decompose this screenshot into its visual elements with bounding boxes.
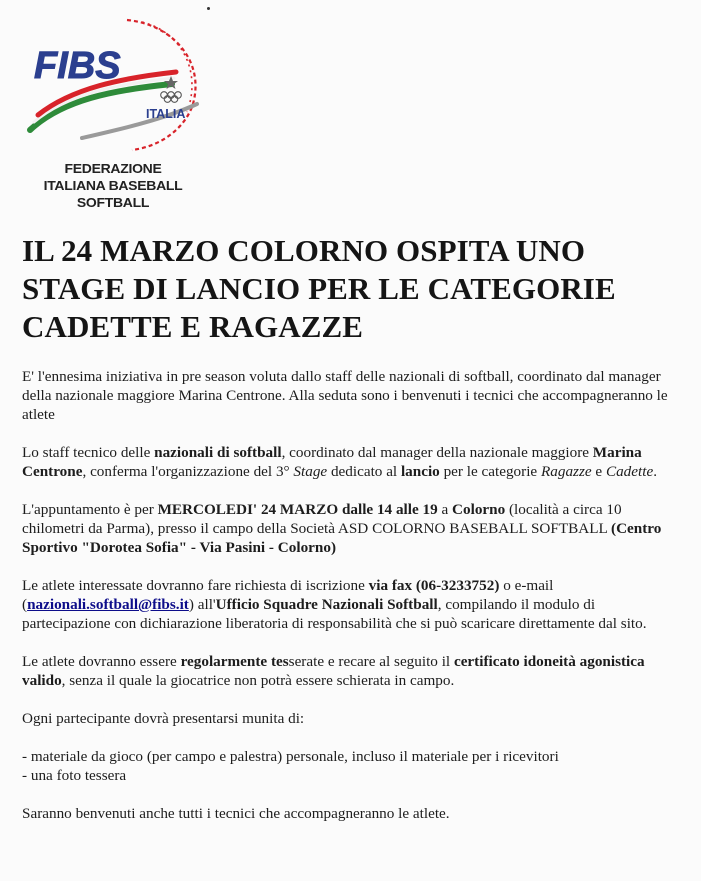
paragraph-staff: Lo staff tecnico delle nazionali di softball, coordinato dal manager della nazionale maggiore Marina Centrone, conferma l'organizzazione del 3° Stage dedicato al lancio per le categorie Ragazze e Cadette. [22,444,657,480]
list-item: - materiale da gioco (per campo e palestra) personale, incluso il materiale per i ricevitori [22,748,559,765]
page-title: IL 24 MARZO COLORNO OSPITA UNO STAGE DI LANCIO PER LE CATEGORIE CADETTE E RAGAZZE [22,233,616,344]
logo-country: ITALIA [146,107,186,121]
paragraph-requirements: Ogni partecipante dovrà presentarsi munita di: [22,710,305,727]
logo-acronym: FIBS [34,45,121,87]
org-line: FEDERAZIONE [64,160,162,176]
paragraph-certificate: Le atlete dovranno essere regolarmente tesserate e recare al seguito il certificato idoneità agonistica valido, senza il quale la giocatrice non potrà essere schierata in campo. [22,653,645,689]
paragraph-appointment: L'appuntamento è per MERCOLEDI' 24 MARZO dalle 14 alle 19 a Colorno (località a circa 10 chilometri da Parma), presso il campo della Società ASD COLORNO BASEBALL SOFTBALL (Centro Sportivo "Dorotea Sofia" - Via Pasini - Colorno) [22,501,662,556]
org-line: SOFTBALL [76,194,150,210]
org-line: ITALIANA BASEBALL [43,177,183,193]
speck [207,7,210,10]
baseball-swoosh-graphic [22,12,212,162]
paragraph-registration: Le atlete interessate dovranno fare richiesta di iscrizione via fax (06-3233752) o e-mail (nazionali.softball@fibs.it) all'Ufficio Squadre Nazionali Softball, compilando il modulo di partecipazione con dichiarazione liberatoria di responsabilità che si può scaricare direttamente dal sito. [22,577,647,632]
org-name [18,160,208,211]
equipment-list [22,747,687,785]
email-link[interactable]: nazionali.softball@fibs.it [27,596,189,613]
paragraph-closing: Saranno benvenuti anche tutti i tecnici che accompagneranno le atlete. [22,805,450,822]
list-item: - una foto tessera [22,767,127,784]
article-body [22,367,687,842]
paragraph-intro: E' l'ennesima iniziativa in pre season voluta dallo staff delle nazionali di softball, coordinato dal manager della nazionale maggiore Marina Centrone. Alla seduta sono i benvenuti i tecnici che accompagneranno le atlete [22,368,668,423]
